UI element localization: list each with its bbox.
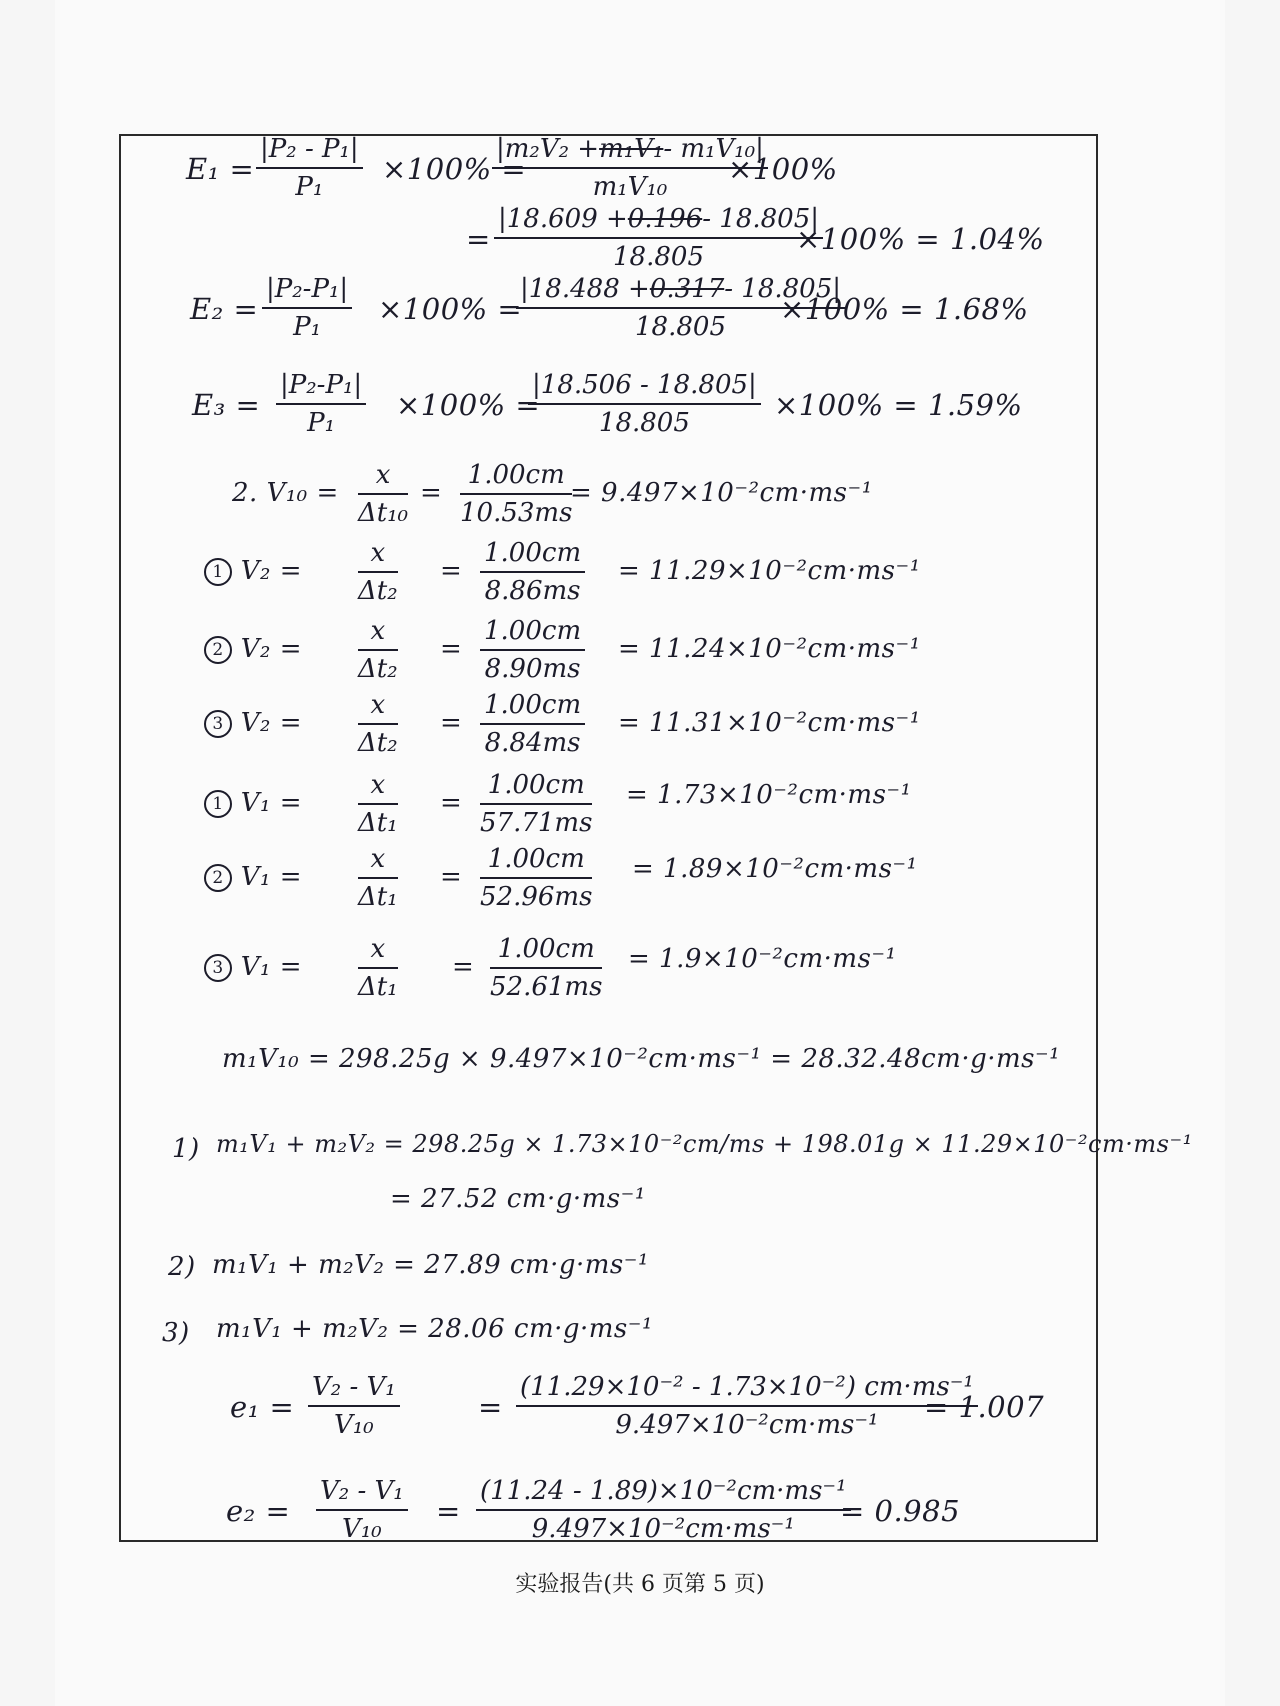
e-2-fraction-2: $\frac{\text{(11.24 - 1.89)×10⁻²cm·ms⁻¹}}{\text{9.497×10⁻²cm·ms⁻¹}}$ — [476, 1476, 851, 1544]
v2-row-2-result: = 11.24×10⁻²cm·ms⁻¹ — [618, 634, 921, 664]
v1-row-1: 1 V₁ = — [204, 788, 302, 818]
e-2-fraction-1: $\frac{\text{V₂ - V₁}}{\text{V₁₀}}$ — [316, 1476, 408, 1544]
e-2-eq: = — [436, 1494, 461, 1528]
v2-row-2-frac-b: $\frac{1.00cm}{8.90ms}$ — [480, 616, 585, 684]
v2-row-1-frac-b: $\frac{1.00cm}{8.86ms}$ — [480, 538, 585, 606]
v2-row-3: 3 V₂ = — [204, 708, 302, 738]
v1-row-1-eq: = — [440, 788, 463, 818]
e2-lhs: E₂ = — [190, 292, 259, 326]
v1-row-2-result: = 1.89×10⁻²cm·ms⁻¹ — [632, 854, 918, 884]
v2-row-3-frac-b: $\frac{1.00cm}{8.84ms}$ — [480, 690, 585, 758]
v1-row-2: 2 V₁ = — [204, 862, 302, 892]
e3-result: ×100% = 1.59% — [774, 388, 1023, 422]
p1-line1: m₁V₁ + m₂V₂ = 298.25g × 1.73×10⁻²cm/ms + 198.01g × 11.29×10⁻²cm·ms⁻¹ — [216, 1130, 1193, 1158]
e-1-fraction-1: $\frac{\text{V₂ - V₁}}{\text{V₁₀}}$ — [308, 1372, 400, 1440]
v2-row-2: 2 V₂ = — [204, 634, 302, 664]
v10-eq: = — [420, 478, 443, 508]
v1-row-3-result: = 1.9×10⁻²cm·ms⁻¹ — [628, 944, 897, 974]
m1v10-line: m₁V₁₀ = 298.25g × 9.497×10⁻²cm·ms⁻¹ = 28.32.48cm·g·ms⁻¹ — [222, 1044, 1061, 1074]
v1-row-2-frac-a: $\frac{x}{\text{Δt₁}}$ — [358, 844, 398, 912]
e-1-lhs: e₁ = — [230, 1390, 295, 1424]
v10-result: = 9.497×10⁻²cm·ms⁻¹ — [570, 478, 873, 508]
v2-row-1-frac-a: $\frac{x}{\text{Δt₂}}$ — [358, 538, 398, 606]
v1-row-1-frac-b: $\frac{1.00cm}{57.71ms}$ — [480, 770, 593, 838]
v2-row-1: 1 V₂ = — [204, 556, 302, 586]
p1-label: 1) — [172, 1134, 200, 1164]
v10-lhs: 2. V₁₀ = — [232, 478, 339, 508]
v1-row-1-result: = 1.73×10⁻²cm·ms⁻¹ — [626, 780, 912, 810]
v2-row-2-eq: = — [440, 634, 463, 664]
p1-line2: = 27.52 cm·g·ms⁻¹ — [390, 1184, 646, 1214]
p3-label: 3) — [162, 1318, 190, 1348]
page-footer: 实验报告(共 6 页第 5 页) — [515, 1572, 765, 1597]
e1-fraction-1: $\frac{\text{|P₂ - P₁|}}{\text{P₁}}$ — [256, 134, 363, 202]
v10-fraction-2: $\frac{1.00cm}{10.53ms}$ — [460, 460, 573, 528]
e2-result: ×100% = 1.68% — [780, 292, 1029, 326]
e1b-eq: = — [466, 222, 491, 256]
v2-row-3-eq: = — [440, 708, 463, 738]
e2-fraction-2: $\frac{|18.488 +0.317- 18.805|}{18.805}$ — [516, 274, 845, 342]
e2-mid: ×100% = — [378, 292, 523, 326]
e3-lhs: E₃ = — [192, 388, 261, 422]
e3-mid: ×100% = — [396, 388, 541, 422]
e1-mid: ×100% = — [382, 152, 527, 186]
e3-fraction-2: $\frac{|18.506 - 18.805|}{18.805}$ — [528, 370, 761, 438]
v2-row-1-eq: = — [440, 556, 463, 586]
e1-fraction-2: $\frac{\text{|m₂V₂ +m₁V₁- m₁V₁₀|}}{\text{m₁V₁₀}}$ — [492, 134, 768, 202]
v2-row-3-result: = 11.31×10⁻²cm·ms⁻¹ — [618, 708, 921, 738]
v1-row-3-eq: = — [452, 952, 475, 982]
e-1-eq: = — [478, 1390, 503, 1424]
e1-tail: ×100% — [728, 152, 838, 186]
e-2-result: = 0.985 — [840, 1494, 961, 1528]
e2-fraction-1: $\frac{\text{|P₂-P₁|}}{\text{P₁}}$ — [262, 274, 352, 342]
v2-row-1-result: = 11.29×10⁻²cm·ms⁻¹ — [618, 556, 921, 586]
v1-row-2-frac-b: $\frac{1.00cm}{52.96ms}$ — [480, 844, 593, 912]
e-1-result: = 1.007 — [924, 1390, 1045, 1424]
e3-fraction-1: $\frac{\text{|P₂-P₁|}}{\text{P₁}}$ — [276, 370, 366, 438]
v10-fraction-1: $\frac{x}{\text{Δt₁₀}}$ — [358, 460, 409, 528]
e1b-result: ×100% = 1.04% — [796, 222, 1045, 256]
e1-lhs: E₁ = — [186, 152, 255, 186]
p2-line: m₁V₁ + m₂V₂ = 27.89 cm·g·ms⁻¹ — [212, 1250, 649, 1280]
v2-row-2-frac-a: $\frac{x}{\text{Δt₂}}$ — [358, 616, 398, 684]
v1-row-2-eq: = — [440, 862, 463, 892]
e-1-fraction-2: $\frac{\text{(11.29×10⁻² - 1.73×10⁻²) cm·ms⁻¹}}{\text{9.497×10⁻²cm·ms⁻¹}}$ — [516, 1372, 978, 1440]
v1-row-3-frac-a: $\frac{x}{\text{Δt₁}}$ — [358, 934, 398, 1002]
e-2-lhs: e₂ = — [226, 1494, 291, 1528]
v1-row-3: 3 V₁ = — [204, 952, 302, 982]
e1b-fraction: $\frac{|18.609 +0.196- 18.805|}{18.805}$ — [494, 204, 823, 272]
p2-label: 2) — [168, 1252, 196, 1282]
v2-row-3-frac-a: $\frac{x}{\text{Δt₂}}$ — [358, 690, 398, 758]
v1-row-3-frac-b: $\frac{1.00cm}{52.61ms}$ — [490, 934, 603, 1002]
p3-line: m₁V₁ + m₂V₂ = 28.06 cm·g·ms⁻¹ — [216, 1314, 653, 1344]
v1-row-1-frac-a: $\frac{x}{\text{Δt₁}}$ — [358, 770, 398, 838]
